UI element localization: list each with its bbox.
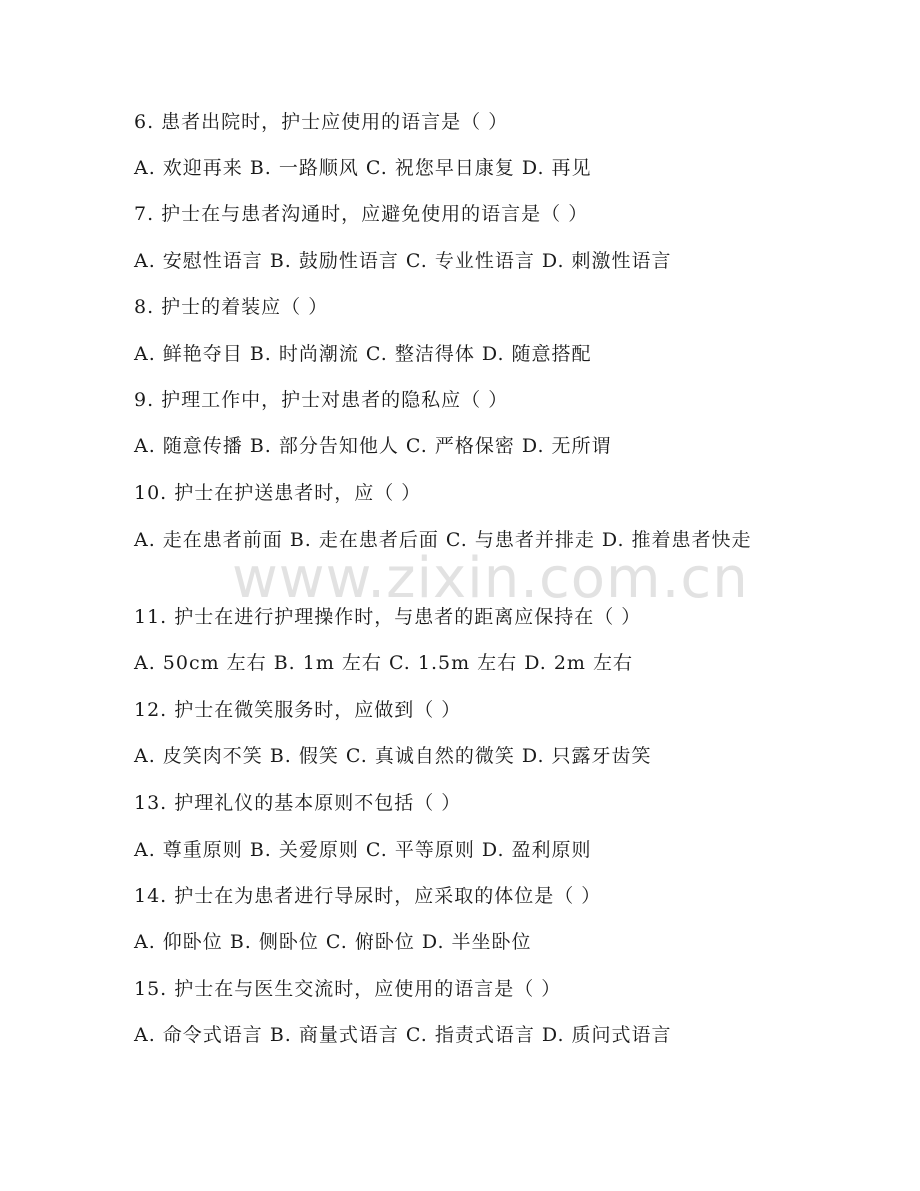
question-8: 8. 护士的着装应（ ） (134, 296, 329, 318)
options-7: A. 安慰性语言 B. 鼓励性语言 C. 专业性语言 D. 刺激性语言 (134, 250, 672, 272)
options-14: A. 仰卧位 B. 侧卧位 C. 俯卧位 D. 半坐卧位 (134, 931, 532, 953)
options-15: A. 命令式语言 B. 商量式语言 C. 指责式语言 D. 质问式语言 (134, 1024, 672, 1046)
question-15: 15. 护士在与医生交流时，应使用的语言是（ ） (134, 978, 562, 1000)
options-12: A. 皮笑肉不笑 B. 假笑 C. 真诚自然的微笑 D. 只露牙齿笑 (134, 745, 652, 767)
options-9: A. 随意传播 B. 部分告知他人 C. 严格保密 D. 无所谓 (134, 435, 612, 457)
options-13: A. 尊重原则 B. 关爱原则 C. 平等原则 D. 盈利原则 (134, 839, 592, 861)
question-10: 10. 护士在护送患者时，应（ ） (134, 482, 422, 504)
question-9: 9. 护理工作中，护士对患者的隐私应（ ） (134, 389, 509, 411)
question-14: 14. 护士在为患者进行导尿时，应采取的体位是（ ） (134, 885, 602, 907)
question-12: 12. 护士在微笑服务时，应做到（ ） (134, 699, 462, 721)
question-6: 6. 患者出院时，护士应使用的语言是（ ） (134, 111, 509, 133)
question-11: 11. 护士在进行护理操作时，与患者的距离应保持在（ ） (134, 606, 642, 628)
options-8: A. 鲜艳夺目 B. 时尚潮流 C. 整洁得体 D. 随意搭配 (134, 343, 592, 365)
options-10: A. 走在患者前面 B. 走在患者后面 C. 与患者并排走 D. 推着患者快走 (134, 529, 752, 551)
watermark: www.zixin.com.cn (232, 546, 749, 611)
question-13: 13. 护理礼仪的基本原则不包括（ ） (134, 792, 462, 814)
question-7: 7. 护士在与患者沟通时，应避免使用的语言是（ ） (134, 203, 589, 225)
options-11: A. 50cm 左右 B. 1m 左右 C. 1.5m 左右 D. 2m 左右 (134, 652, 633, 674)
options-6: A. 欢迎再来 B. 一路顺风 C. 祝您早日康复 D. 再见 (134, 157, 592, 179)
